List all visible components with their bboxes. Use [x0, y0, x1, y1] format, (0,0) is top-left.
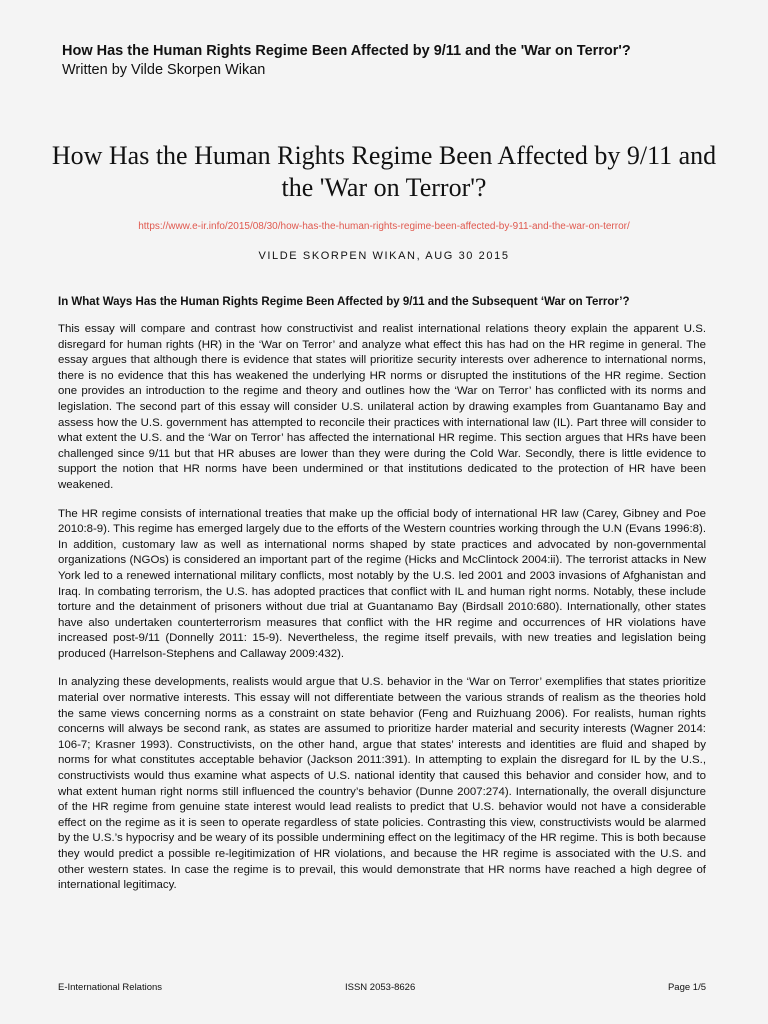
footer-page-number: Page 1/5 — [667, 982, 706, 993]
body-paragraph: This essay will compare and contrast how constructivist and realist international relations theory explain the apparent U.S. disregard for human rights (HR) in the ‘War on Terror’ and analyze what effect this has had on the HR regime in general. The essay argues that although there is evidence that states will prioritize security interests over adherence to international norms, there is no evidence that this has weakened the underlying HR norms or disrupted the institutions of the HR regime. Section one provides an introduction to the regime and theory and outlines how the ‘War on Terror’ has conflicted with its norms and legislation. The second part of this essay will consider U.S. unilateral action by drawing examples from Guantanamo Bay and assess how the U.S. government has attempted to reconcile their practices with international law (IL). Part three will consider to what extent the U.S. and the ‘War on Terror’ has affected the international HR regime. This section argues that HRs have been challenged since 9/11 but that HR abuses are lower than they were during the Cold War. Secondly, there is little evidence to support the notion that HR norms have been undermined or that institutions dedicated to the protection of HR have been weakened. — [58, 323, 706, 491]
byline: VILDE SKORPEN WIKAN, AUG 30 2015 — [258, 250, 510, 262]
running-header-author: Written by Vilde Skorpen Wikan — [62, 62, 266, 78]
running-header — [62, 42, 722, 80]
footer-issn: ISSN 2053-8626 — [345, 982, 416, 993]
running-header-title: How Has the Human Rights Regime Been Affected by 9/11 and the 'War on Terror'? — [62, 43, 631, 59]
source-url-link[interactable]: https://www.e-ir.info/2015/08/30/how-has-the-human-rights-regime-been-affected-by-911-and-the-war-on-terror/ — [138, 221, 630, 232]
essay-question-heading: In What Ways Has the Human Rights Regime Been Affected by 9/11 and the Subsequent ‘War on Terror’? — [58, 296, 630, 308]
page-footer — [58, 982, 706, 996]
body-paragraph: The HR regime consists of international treaties that make up the official body of international HR law (Carey, Gibney and Poe 2010:8-9). This regime has emerged largely due to the efforts of the Western countries working through the U.N (Evans 1996:8). In addition, customary law as well as international norms shaped by state practices and advocated by non-governmental organizations (NGOs) is considered an important part of the regime (Hicks and McClintock 2004:ii). The terrorist attacks in New York led to a renewed international military conflicts, most notably by the U.S. led 2001 and 2003 invasions of Afghanistan and Iraq. In combating terrorism, the U.S. has adopted practices that conflict with IL and human right norms. Notably, these include torture and the detainment of prisoners without due trial at Guantanamo Bay (Birdsall 2010:680). Internationally, other states have also undertaken counterterrorism measures that conflict with the HR regime and occurrences of HR violations have increased post-9/11 (Donnelly 2011: 15-9). Nevertheless, the regime itself prevails, with new treaties and legislation being produced (Harrelson-Stephens and Callaway 2009:432). — [58, 507, 706, 660]
footer-publisher: E-International Relations — [58, 982, 163, 993]
article-title: How Has the Human Rights Regime Been Affected by 9/11 and the 'War on Terror'? — [51, 141, 717, 202]
article-body — [58, 322, 706, 907]
body-paragraph: In analyzing these developments, realists would argue that U.S. behavior in the ‘War on Terror’ exemplifies that states prioritize material over normative interests. This essay will not differentiate between the various strands of realism as the theories hold the same views concerning norms as a constraint on state behavior (Feng and Ruizhuang 2006). For realists, human rights concerns will always be second rank, as states are assumed to prioritize harder material and security interests (Wagner 2014: 106-7; Krasner 1993). Constructivists, on the other hand, argue that states’ interests and identities are fluid and shaped by norms for what constitutes acceptable behavior (Jackson 2011:391). In attempting to explain the disregard for IL by the U.S., constructivists would thus examine what aspects of U.S. national identity that caused this behavior and consider how, and to what extent human right norms still influenced the country’s behavior (Dunne 2007:274). Internationally, the overall disjuncture of the HR regime from genuine state interest would lead realists to predict that U.S. behavior would not have a considerable effect on the regime as it is seen to operate regardless of state policies. Contrasting this view, constructivists would be alarmed by the U.S.’s hypocrisy and be weary of its possible undermining effect on the legitimacy of the HR regime. This is both because they would predict a possible re-legitimization of HR violations, and because the HR regime is associated with the U.S. and other western states. In case the regime is to prevail, this would demonstrate that HR norms have reached a high degree of international legitimacy. — [58, 676, 706, 892]
